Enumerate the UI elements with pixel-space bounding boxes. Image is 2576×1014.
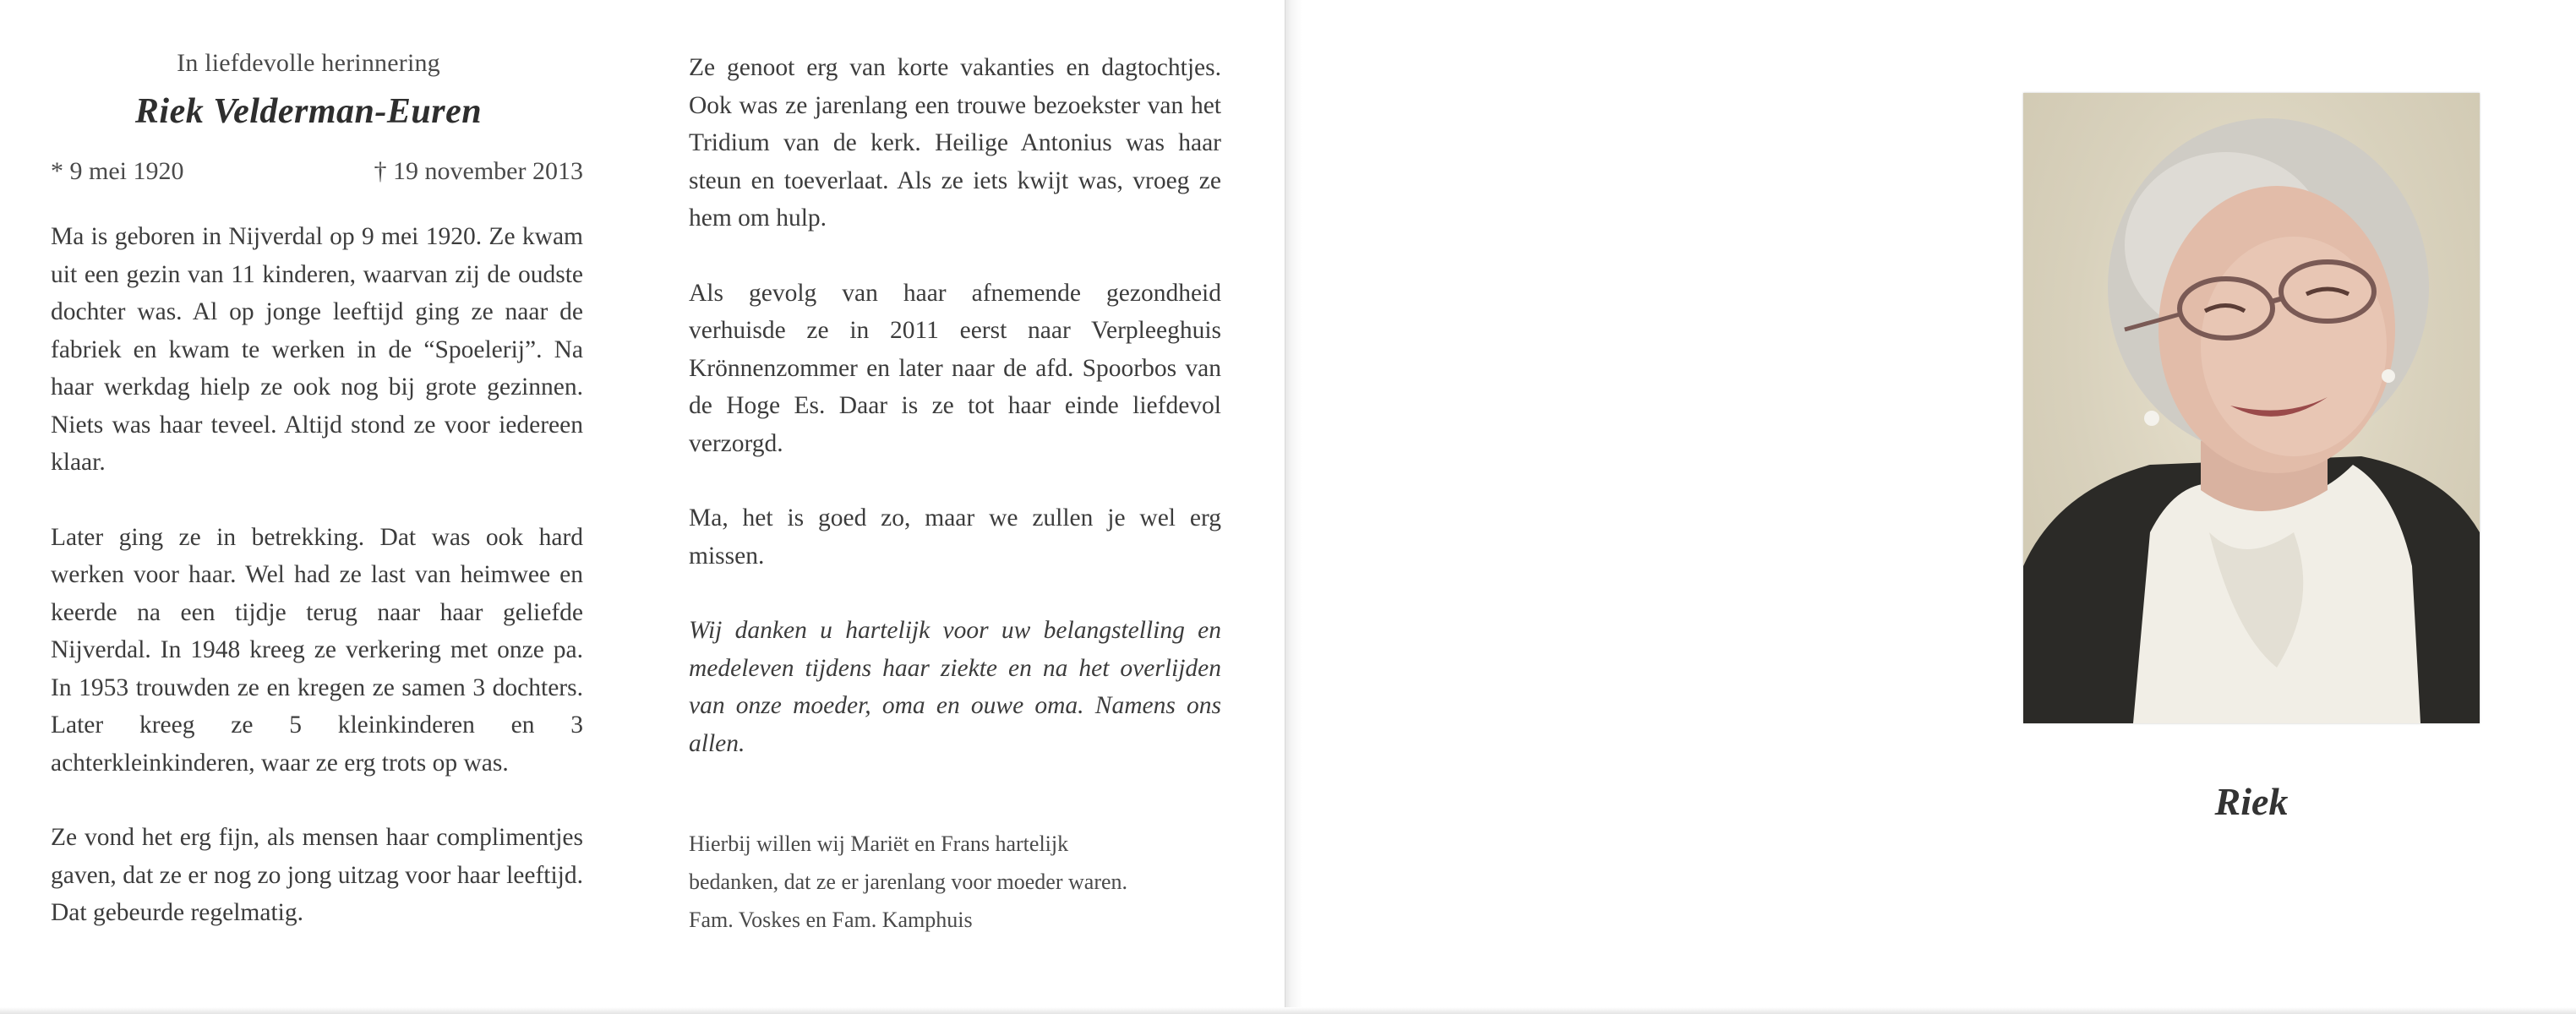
left-column	[51, 49, 583, 969]
middle-column	[689, 49, 1221, 939]
italic-thanks: Wij danken u hartelijk voor uw belangstelling en medeleven tijdens haar ziekte en na het overlijden van onze moeder, oma en ouwe oma. Namens ons allen.	[689, 617, 1221, 757]
deceased-name: Riek Velderman-Euren	[134, 92, 483, 131]
middle-paragraph: Ma, het is goed zo, maar we zullen je wel erg missen.	[689, 504, 1221, 570]
family-thanks-line: bedanken, dat ze er jarenlang voor moeder waren.	[689, 870, 1128, 894]
portrait-illustration	[2023, 93, 2480, 723]
family-signature: Fam. Voskes en Fam. Kamphuis	[689, 908, 973, 932]
birth-date: * 9 mei 1920	[51, 157, 184, 185]
middle-paragraph: Als gevolg van haar afnemende gezondheid verhuisde ze in 2011 eerst naar Verpleeghuis Krönnenzommer en later naar de afd. Spoorbos van de Hoge Es. Daar is ze tot haar einde liefdevol verzorgd.	[689, 279, 1221, 457]
photo-caption: Riek	[2214, 780, 2289, 823]
death-date: † 19 november 2013	[374, 157, 583, 185]
portrait-photo	[2023, 93, 2480, 723]
family-thanks-line: Hierbij willen wij Mariët en Frans hartelijk	[689, 831, 1069, 856]
card-bottom-edge	[0, 1007, 2576, 1014]
left-paragraph: Ze vond het erg fijn, als mensen haar complimentjes gaven, dat ze er nog zo jong uitzag voor haar leeftijd. Dat gebeurde regelmatig.	[51, 824, 583, 926]
card-left-page	[0, 0, 1285, 1014]
middle-paragraph: Ze genoot erg van korte vakanties en dagtochtjes. Ook was ze jarenlang een trouwe bezoekster van het Tridium van de kerk. Heilige Antonius was haar steun en toeverlaat. Als ze iets kwijt was, vroeg ze hem om hulp.	[689, 54, 1221, 232]
intro-heading: In liefdevolle herinnering	[177, 49, 440, 77]
left-paragraph: Later ging ze in betrekking. Dat was ook hard werken voor haar. Wel had ze last van heimwee en keerde na een tijdje terug naar haar geliefde Nijverdal. In 1948 kreeg ze verkering met onze pa. In 1953 trouwden ze en kregen ze samen 3 dochters. Later kreeg ze 5 kleinkinderen en 3 achterkleinkinderen, waar ze erg trots op was.	[51, 523, 583, 777]
left-paragraph: Ma is geboren in Nijverdal op 9 mei 1920. Ze kwam uit een gezin van 11 kinderen, waarvan zij de oudste dochter was. Al op jonge leeftijd ging ze naar de fabriek en kwam te werken in de “Spoelerij”. Na haar werkdag hielp ze ook nog bij grote gezinnen. Niets was haar teveel. Altijd stond ze voor iedereen klaar.	[51, 223, 583, 476]
card-fold	[1285, 0, 1302, 1014]
dates-row	[51, 157, 583, 186]
